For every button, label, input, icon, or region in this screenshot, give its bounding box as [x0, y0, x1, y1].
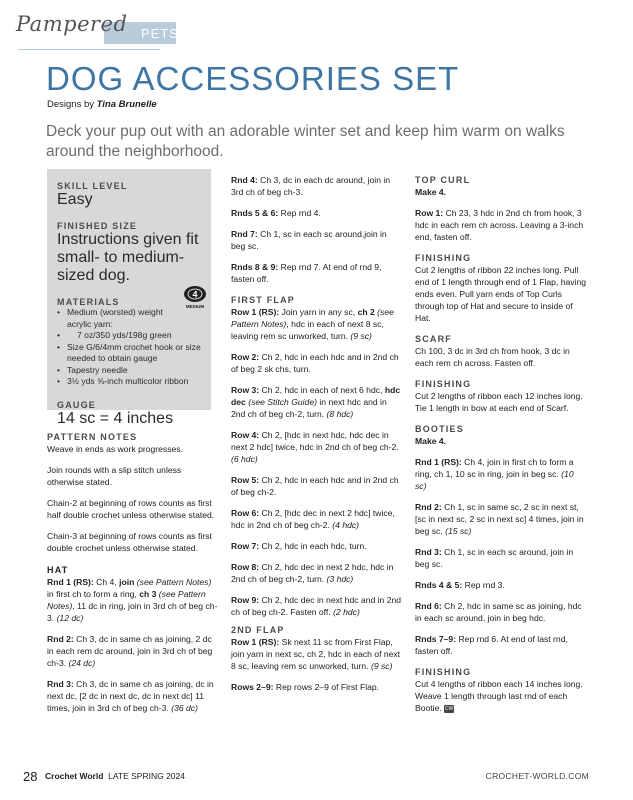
booties-rounds-7-9: Rnds 7–9: Rep rnd 6. At end of last rnd, fasten off.	[415, 634, 568, 656]
size-heading: FINISHED SIZE	[57, 221, 138, 231]
hat-round-2: Rnd 2: Ch 3, dc in same ch as joining, 2 dc in each rem dc around, join in 3rd ch of beg ch-3. (24 dc)	[47, 634, 213, 668]
finishing-heading: FINISHING	[415, 379, 472, 389]
materials-heading: MATERIALS	[57, 297, 120, 307]
flap-row-8: Row 8: Ch 2, hdc dec in next 2 hdc, hdc in 2nd ch of beg ch-2, turn. (3 hdc)	[231, 562, 394, 584]
brand-pets: PETS	[141, 26, 179, 41]
top-curl-heading: TOP CURL	[415, 175, 471, 185]
material-item: • Medium (worsted) weight acrylic yarn:	[57, 307, 201, 330]
booties-make: Make 4.	[415, 436, 447, 446]
hat-round-1: Rnd 1 (RS): Ch 4, join (see Pattern Notes) in first ch to form a ring, ch 3 (see Pattern Notes), 11 dc in ring, join in 3rd ch of beg ch-3. (12 dc)	[47, 577, 218, 623]
finishing-hat: Cut 2 lengths of ribbon 22 inches long. Pull end of 1 length through end of 1 Flap, having ends even. Pull yarn ends of Top Curls through top of Hat and secure to inside of Hat.	[415, 265, 587, 323]
pattern-notes-heading: PATTERN NOTES	[47, 432, 138, 442]
gauge-heading: GAUGE	[57, 399, 97, 410]
scarf-heading: SCARF	[415, 334, 452, 344]
flap-row-7: Row 7: Ch 2, hdc in each hdc, turn.	[231, 541, 367, 551]
second-flap-heading: 2ND FLAP	[231, 625, 285, 635]
publication-line: Crochet World LATE SPRING 2024	[45, 771, 185, 781]
yarn-weight-number: 4	[192, 289, 198, 300]
pattern-note: Weave in ends as work progresses.	[47, 444, 183, 454]
booties-heading: BOOTIES	[415, 424, 464, 434]
brand-underline	[18, 49, 160, 50]
material-item: • 7 oz/350 yds/198g green	[57, 330, 201, 342]
skill-heading: SKILL LEVEL	[57, 181, 128, 191]
flap-row-4: Row 4: Ch 2, [hdc in next hdc, hdc dec in next 2 hdc] twice, hdc in 2nd ch of beg ch-2. (6 hdc)	[231, 430, 399, 464]
booties-round-6: Rnd 6: Ch 2, hdc in same sc as joining, hdc in each sc around, join in beg hdc.	[415, 601, 582, 623]
pattern-note: Join rounds with a slip stitch unless otherwise stated.	[47, 465, 182, 487]
booties-rounds-4-5: Rnds 4 & 5: Rep rnd 3.	[415, 580, 505, 590]
website-link[interactable]: CROCHET-WORLD.COM	[485, 771, 589, 781]
finishing-booties: Cut 4 lengths of ribbon each 14 inches long. Weave 1 length through last rnd of each Bootie. CW	[415, 679, 583, 713]
material-item: • Tapestry needle	[57, 365, 201, 377]
scarf-instructions: Ch 100, 3 dc in 3rd ch from hook, 3 dc in each rem ch across. Fasten off.	[415, 346, 570, 368]
second-flap-row-1: Row 1 (RS): Sk next 11 sc from First Flap, join yarn in next sc, ch 2, hdc in each of next 8 sc, leaving rem sc unworked, turn. (9 sc)	[231, 637, 401, 671]
hat-rounds-5-6: Rnds 5 & 6: Rep rnd 4.	[231, 208, 321, 218]
pattern-note: Chain-2 at beginning of rows counts as first half double crochet unless otherwise stated.	[47, 498, 215, 520]
end-of-pattern-icon: CW	[444, 705, 454, 712]
yarn-weight-label: MEDIUM	[185, 304, 205, 309]
material-item: • 3½ yds ⅝-inch multicolor ribbon	[57, 376, 201, 388]
column-3	[415, 174, 587, 723]
page-number: 28	[23, 769, 38, 784]
second-flap-rows-2-9: Rows 2–9: Rep rows 2–9 of First Flap.	[231, 682, 380, 692]
hat-heading: HAT	[47, 565, 69, 575]
flap-row-5: Row 5: Ch 2, hdc in each hdc and in 2nd ch of beg ch-2.	[231, 475, 399, 497]
finishing-scarf: Cut 2 lengths of ribbon each 12 inches long. Tie 1 length in bow at each end of Scarf.	[415, 391, 583, 413]
gauge-value: 14 sc = 4 inches	[57, 409, 174, 427]
hat-round-7: Rnd 7: Ch 1, sc in each sc around,join in beg sc.	[231, 229, 387, 251]
flap-row-9: Row 9: Ch 2, hdc dec in next hdc and in 2nd ch of beg ch-2. Fasten off. (2 hdc)	[231, 595, 402, 617]
brand-script: Pampered	[16, 12, 128, 36]
materials-list	[57, 307, 201, 388]
intro-text: Deck your pup out with an adorable winter set and keep him warm on walks around the neighborhood.	[46, 123, 565, 160]
booties-round-2: Rnd 2: Ch 1, sc in same sc, 2 sc in next st, [sc in next sc, 2 sc in next sc] 4 times, join in beg sc. (15 sc)	[415, 502, 584, 536]
column-1	[47, 431, 219, 723]
top-curl-row-1: Row 1: Ch 23, 3 hdc in 2nd ch from hook, 3 hdc in each rem ch across. Leaving a 3-inch end, fasten off.	[415, 208, 584, 242]
top-curl-make: Make 4.	[415, 187, 447, 197]
booties-round-3: Rnd 3: Ch 1, sc in each sc around, join in beg sc.	[415, 547, 574, 569]
flap-row-1: Row 1 (RS): Join yarn in any sc, ch 2 (see Pattern Notes), hdc in each of next 8 sc, leaving rem sc unworked, turn. (9 sc)	[231, 307, 394, 341]
hat-round-4: Rnd 4: Ch 3, dc in each dc around, join in 3rd ch of beg ch-3.	[231, 175, 391, 197]
finishing-heading: FINISHING	[415, 667, 472, 677]
designer-name: Tina Brunelle	[96, 99, 157, 110]
flap-row-3: Row 3: Ch 2, hdc in each of next 6 hdc, hdc dec (see Stitch Guide) in next hdc and in 2nd ch of beg ch-2, turn. (8 hdc)	[231, 385, 401, 419]
byline: Designs by Tina Brunelle	[47, 99, 157, 110]
column-2	[231, 174, 403, 702]
finishing-heading: FINISHING	[415, 253, 472, 263]
hat-rounds-8-9: Rnds 8 & 9: Rep rnd 7. At end of rnd 9, fasten off.	[231, 262, 382, 284]
pattern-note: Chain-3 at beginning of rows counts as first double crochet unless otherwise stated.	[47, 531, 212, 553]
hat-round-3: Rnd 3: Ch 3, dc in same ch as joining, dc in next dc, [2 dc in next dc, dc in next dc] 11 times, join in 3rd ch of beg ch-3. (36 dc)	[47, 679, 214, 713]
size-value: Instructions given fit small- to medium-sized dog.	[57, 231, 199, 284]
flap-row-6: Row 6: Ch 2, [hdc dec in next 2 hdc] twice, hdc in 2nd ch of beg ch-2. (4 hdc)	[231, 508, 395, 530]
booties-round-1: Rnd 1 (RS): Ch 4, join in first ch to form a ring, ch 1, 10 sc in ring, join in beg sc. (10 sc)	[415, 457, 574, 491]
flap-row-2: Row 2: Ch 2, hdc in each hdc and in 2nd ch of beg 2 sk chs, turn.	[231, 352, 399, 374]
page-title: DOG ACCESSORIES SET	[46, 60, 460, 97]
yarn-weight-icon	[182, 285, 208, 311]
material-item: • Size G/6/4mm crochet hook or size needed to obtain gauge	[57, 342, 201, 365]
skill-value: Easy	[57, 191, 93, 208]
first-flap-heading: FIRST FLAP	[231, 295, 295, 305]
